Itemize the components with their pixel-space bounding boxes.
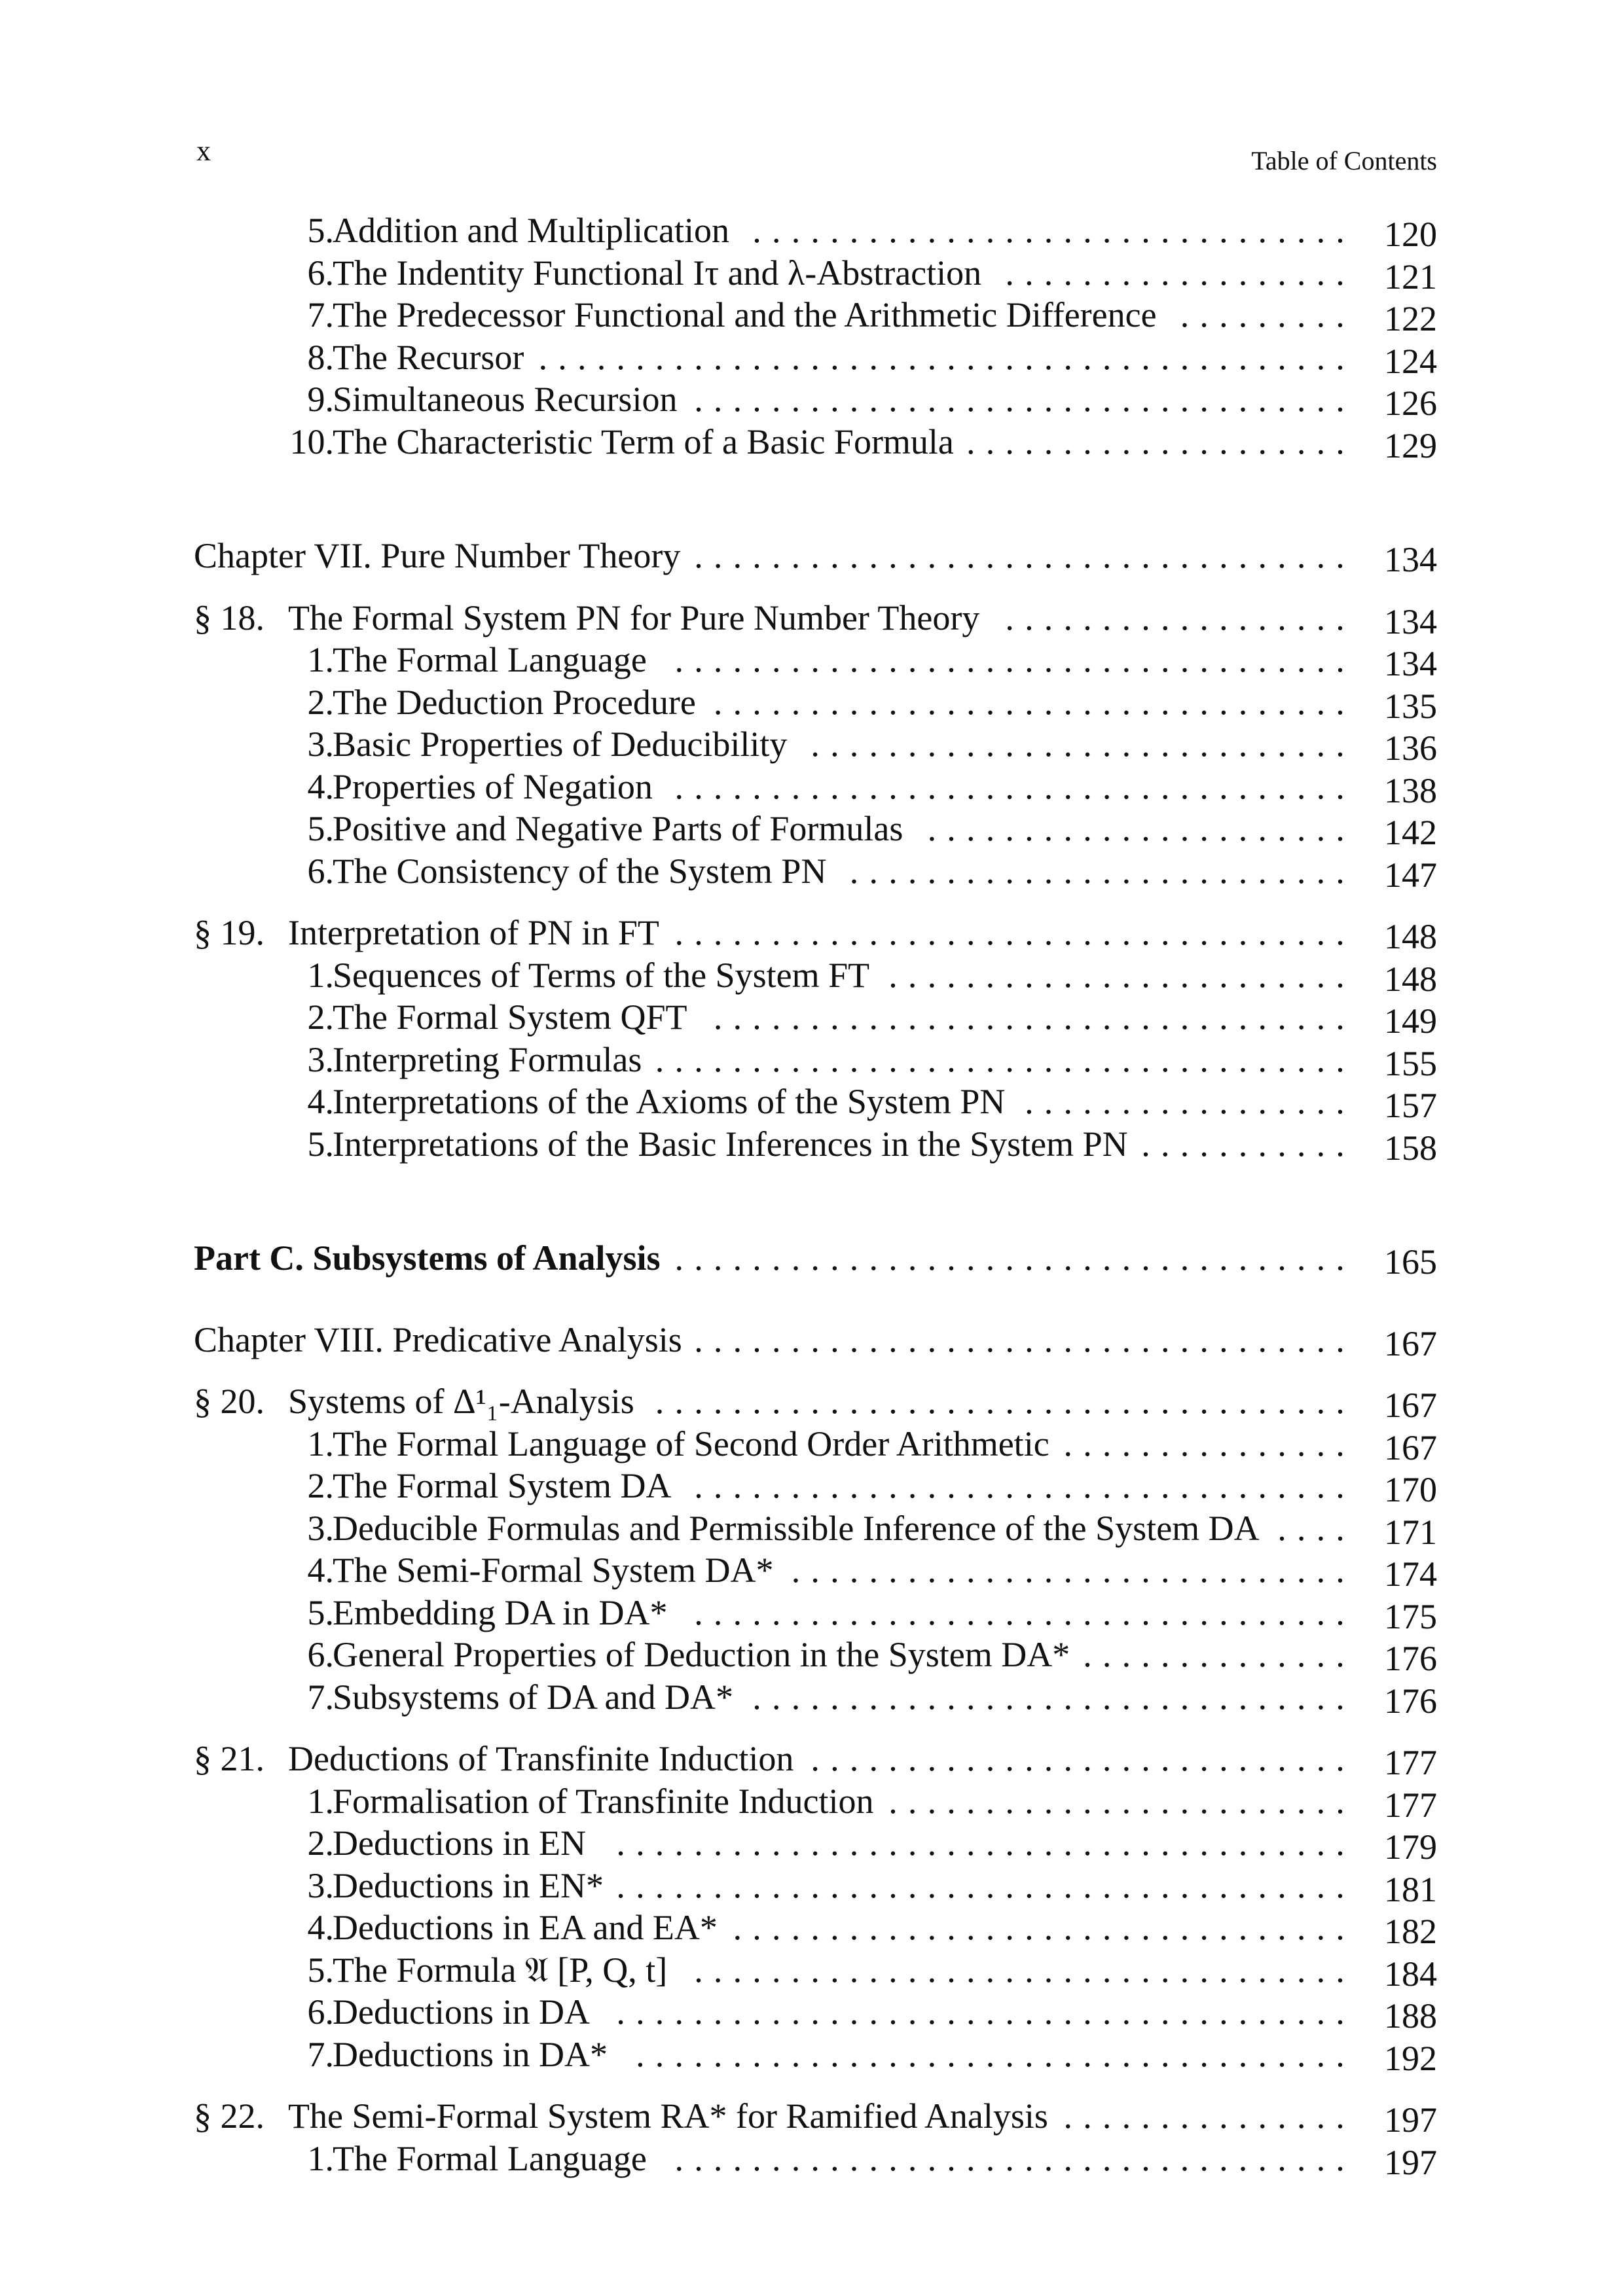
toc-subsection-entry <box>190 1592 1437 1634</box>
toc-entry-page: 148 <box>1384 917 1437 956</box>
toc-entry-page: 177 <box>1384 1743 1437 1782</box>
toc-entry-page: 175 <box>1384 1596 1437 1636</box>
toc-subsection-entry <box>190 766 1437 808</box>
toc-section-19 <box>190 912 1437 954</box>
subsection-number: 7. <box>307 1677 334 1717</box>
section-number: § 20. <box>194 1382 264 1421</box>
dot-leader: .................. <box>1005 253 1355 293</box>
toc-entry-page: 149 <box>1384 1001 1437 1041</box>
toc-entry-page: 167 <box>1384 1386 1437 1425</box>
toc-chapter-7 <box>190 535 1437 577</box>
toc-subsection-entry <box>190 378 1437 421</box>
toc-entry-page: 135 <box>1384 686 1437 726</box>
toc-subsection-entry <box>190 996 1437 1039</box>
toc-entry-page: 170 <box>1384 1470 1437 1509</box>
toc-entry-title: Deductions of Transfinite Induction <box>288 1739 794 1778</box>
dot-leader: ...................................... <box>616 1823 1355 1863</box>
toc-entry-title: Systems of Δ¹₁-Analysis <box>288 1382 634 1421</box>
toc-entry-page: 122 <box>1384 299 1437 338</box>
dot-leader: ...................... <box>927 809 1355 848</box>
dot-leader: .......................... <box>849 851 1355 891</box>
toc-section-18 <box>190 597 1437 639</box>
toc-section-22 <box>190 2095 1437 2138</box>
dot-leader: .................................. <box>694 380 1355 419</box>
toc-entry-title: The Predecessor Functional and the Arithmetic Difference <box>333 295 1157 334</box>
toc-group-section-20 <box>190 1423 1437 1719</box>
dot-leader: ................. <box>1025 1082 1355 1121</box>
toc-group-chapter6-continued <box>190 209 1437 463</box>
toc-subsection-entry <box>190 421 1437 463</box>
section-number: § 19. <box>194 913 264 952</box>
subsection-number: 3. <box>307 1508 334 1548</box>
toc-entry-page: 165 <box>1384 1242 1437 1282</box>
toc-entry-page: 124 <box>1384 341 1437 381</box>
subsection-number: 5. <box>307 1592 334 1632</box>
toc-entry-page: 136 <box>1384 728 1437 768</box>
toc-subsection-entry <box>190 1907 1437 1949</box>
section-number: § 22. <box>194 2096 264 2136</box>
dot-leader: ........... <box>1141 1124 1355 1164</box>
subsection-number: 1. <box>307 640 334 679</box>
subsection-number: 1. <box>307 1781 334 1821</box>
subsection-number: 5. <box>307 211 334 250</box>
toc-entry-page: 181 <box>1384 1869 1437 1909</box>
toc-group-section-21 <box>190 1780 1437 2076</box>
dot-leader: .................................. <box>694 1592 1355 1632</box>
dot-leader: ................................... <box>674 913 1355 952</box>
toc-entry-title: Formalisation of Transfinite Induction <box>333 1781 874 1821</box>
subsection-number: 7. <box>307 2034 334 2074</box>
dot-leader: ................................. <box>713 997 1355 1037</box>
dot-leader: ..................................... <box>636 2034 1355 2074</box>
toc-entry-title: Sequences of Terms of the System FT <box>333 955 870 995</box>
toc-entry-title: Part C. Subsystems of Analysis <box>194 1238 661 1278</box>
toc-entry-title: Addition and Multiplication <box>333 211 729 250</box>
toc-entry-title: The Formal Language <box>333 640 647 679</box>
section-number: § 18. <box>194 598 264 637</box>
subsection-number: 2. <box>307 1823 334 1863</box>
toc-entry-title: Deductions in EA and EA* <box>333 1908 718 1947</box>
dot-leader: .................................. <box>694 1319 1355 1359</box>
dot-leader: ................................... <box>674 1238 1355 1278</box>
subsection-number: 2. <box>307 1466 334 1505</box>
subsection-number: 8. <box>307 337 334 377</box>
toc-entry-title: Interpretations of the Basic Inferences in the System PN <box>333 1124 1128 1164</box>
dot-leader: .................................. <box>694 536 1355 575</box>
toc-entry-page: 129 <box>1384 425 1437 465</box>
dot-leader: .................................... <box>655 1382 1355 1421</box>
toc-entry-page: 138 <box>1384 770 1437 810</box>
toc-entry-title: Deductions in EN* <box>333 1865 604 1905</box>
toc-subsection-entry <box>190 723 1437 766</box>
page-number: x <box>196 135 211 167</box>
toc-subsection-entry <box>190 1634 1437 1676</box>
dot-leader: ........................ <box>888 1781 1355 1821</box>
dot-leader: .................................. <box>694 1466 1355 1505</box>
toc-subsection-entry <box>190 294 1437 336</box>
toc-entry-page: 126 <box>1384 384 1437 423</box>
toc-entry-page: 120 <box>1384 215 1437 254</box>
section-number: § 21. <box>194 1739 264 1778</box>
toc-subsection-entry <box>190 1465 1437 1507</box>
toc-subsection-entry <box>190 1780 1437 1823</box>
toc-entry-title: The Semi-Formal System RA* for Ramified Analysis <box>288 2096 1048 2136</box>
toc-subsection-entry <box>190 681 1437 724</box>
toc-subsection-entry <box>190 1991 1437 2034</box>
subsection-number: 5. <box>307 1124 334 1164</box>
toc-entry-page: 197 <box>1384 2100 1437 2140</box>
subsection-number: 5. <box>307 809 334 848</box>
dot-leader: ................................. <box>713 682 1355 722</box>
toc-entry-title: The Formal Language <box>333 2138 647 2178</box>
dot-leader: ............................... <box>752 1677 1355 1717</box>
subsection-number: 3. <box>307 1865 334 1905</box>
dot-leader: .................................. <box>694 1950 1355 1990</box>
subsection-number: 6. <box>307 1992 334 2032</box>
toc-subsection-entry <box>190 2138 1437 2180</box>
subsection-number: 1. <box>307 2138 334 2178</box>
dot-leader: .................. <box>1005 598 1355 637</box>
toc-entry-title: The Formula 𝔄 [P, Q, t] <box>333 1950 668 1990</box>
toc-subsection-entry <box>190 1081 1437 1123</box>
toc-entry-title: The Semi-Formal System DA* <box>333 1551 774 1590</box>
toc-subsection-entry <box>190 1039 1437 1081</box>
dot-leader: ........................ <box>888 955 1355 995</box>
dot-leader: .................................... <box>655 1039 1355 1079</box>
toc-entry-title: Simultaneous Recursion <box>333 380 678 419</box>
dot-leader: .... <box>1277 1508 1355 1548</box>
toc-entry-page: 179 <box>1384 1827 1437 1867</box>
toc-entry-title: Embedding DA in DA* <box>333 1592 668 1632</box>
dot-leader: .............. <box>1083 1635 1355 1674</box>
toc-entry-page: 176 <box>1384 1639 1437 1678</box>
toc-subsection-entry <box>190 639 1437 681</box>
subsection-number: 6. <box>307 851 334 891</box>
toc-entry-page: 158 <box>1384 1128 1437 1168</box>
subsection-number: 1. <box>307 1424 334 1463</box>
running-head: Table of Contents <box>1251 146 1437 175</box>
dot-leader: ......... <box>1180 295 1355 334</box>
toc-entry-title: Deducible Formulas and Permissible Inference of the System DA <box>333 1508 1260 1548</box>
toc-entry-page: 174 <box>1384 1554 1437 1594</box>
dot-leader: ............................ <box>811 1739 1355 1778</box>
toc-entry-page: 157 <box>1384 1086 1437 1125</box>
dot-leader: ............................ <box>811 725 1355 764</box>
toc-subsection-entry <box>190 2034 1437 2076</box>
subsection-number: 5. <box>307 1950 334 1990</box>
subsection-number: 4. <box>307 766 334 806</box>
toc-entry-title: The Recursor <box>333 337 524 377</box>
toc-subsection-entry <box>190 1865 1437 1907</box>
toc-entry-page: 121 <box>1384 257 1437 296</box>
subsection-number: 4. <box>307 1908 334 1947</box>
toc-subsection-entry <box>190 1549 1437 1592</box>
toc-subsection-entry <box>190 1949 1437 1992</box>
toc-entry-page: 167 <box>1384 1427 1437 1467</box>
subsection-number: 6. <box>307 253 334 293</box>
toc-entry-title: Chapter VIII. Predicative Analysis <box>194 1319 682 1359</box>
toc-entry-page: 188 <box>1384 1996 1437 2036</box>
toc-entry-page: 147 <box>1384 855 1437 895</box>
dot-leader: ................................ <box>733 1908 1355 1947</box>
toc-group-section-18 <box>190 639 1437 895</box>
subsection-number: 10. <box>289 422 334 461</box>
toc-entry-title: Properties of Negation <box>333 766 653 806</box>
toc-entry-page: 134 <box>1384 644 1437 683</box>
toc-entry-page: 155 <box>1384 1043 1437 1083</box>
table-of-contents <box>190 209 1437 2182</box>
toc-entry-page: 197 <box>1384 2142 1437 2182</box>
toc-entry-title: Interpretation of PN in FT <box>288 913 659 952</box>
toc-entry-title: Deductions in DA <box>333 1992 590 2032</box>
toc-entry-title: The Formal System DA <box>333 1466 672 1505</box>
toc-entry-title: The Deduction Procedure <box>333 682 696 722</box>
dot-leader: ............... <box>1063 2096 1355 2136</box>
toc-entry-page: 171 <box>1384 1512 1437 1552</box>
dot-leader: ............... <box>1063 1424 1355 1463</box>
toc-entry-title: The Formal System QFT <box>333 997 687 1037</box>
toc-entry-title: General Properties of Deduction in the System DA* <box>333 1635 1070 1674</box>
toc-section-21 <box>190 1738 1437 1780</box>
toc-group-section-19 <box>190 954 1437 1166</box>
dot-leader: ...................................... <box>616 1865 1355 1905</box>
toc-group-section-22 <box>190 2138 1437 2180</box>
toc-subsection-entry <box>190 209 1437 252</box>
toc-part-c <box>190 1237 1437 1280</box>
subsection-number: 3. <box>307 1039 334 1079</box>
subsection-number: 2. <box>307 682 334 722</box>
toc-subsection-entry <box>190 1423 1437 1465</box>
dot-leader: ................................... <box>674 2138 1355 2178</box>
toc-entry-title: The Formal System PN for Pure Number Theory <box>288 598 980 637</box>
toc-entry-page: 167 <box>1384 1323 1437 1363</box>
dot-leader: ................................... <box>674 640 1355 679</box>
toc-entry-title: Deductions in DA* <box>333 2034 608 2074</box>
subsection-number: 4. <box>307 1551 334 1590</box>
dot-leader: .......................................... <box>538 337 1355 377</box>
dot-leader: ...................................... <box>616 1992 1355 2032</box>
toc-entry-page: 148 <box>1384 959 1437 999</box>
toc-entry-page: 134 <box>1384 601 1437 641</box>
subsection-number: 7. <box>307 295 334 334</box>
toc-entry-title: Subsystems of DA and DA* <box>333 1677 734 1717</box>
toc-entry-page: 134 <box>1384 540 1437 579</box>
toc-entry-title: Interpreting Formulas <box>333 1039 642 1079</box>
toc-entry-page: 184 <box>1384 1954 1437 1994</box>
subsection-number: 1. <box>307 955 334 995</box>
toc-subsection-entry <box>190 1507 1437 1550</box>
toc-subsection-entry <box>190 336 1437 379</box>
subsection-number: 3. <box>307 725 334 764</box>
dot-leader: ............................. <box>791 1551 1355 1590</box>
toc-entry-title: The Indentity Functional Iτ and λ-Abstraction <box>333 253 982 293</box>
toc-subsection-entry <box>190 808 1437 850</box>
toc-chapter-8 <box>190 1319 1437 1361</box>
subsection-number: 4. <box>307 1082 334 1121</box>
toc-entry-page: 176 <box>1384 1681 1437 1721</box>
toc-entry-title: The Formal Language of Second Order Arithmetic <box>333 1424 1049 1463</box>
toc-entry-title: Positive and Negative Parts of Formulas <box>333 809 903 848</box>
toc-section-20 <box>190 1380 1437 1423</box>
toc-subsection-entry <box>190 954 1437 997</box>
subsection-number: 6. <box>307 1635 334 1674</box>
toc-entry-title: Chapter VII. Pure Number Theory <box>194 536 681 575</box>
toc-entry-title: The Consistency of the System PN <box>333 851 827 891</box>
toc-entry-title: Deductions in EN <box>333 1823 586 1863</box>
dot-leader: ................................... <box>674 766 1355 806</box>
toc-subsection-entry <box>190 252 1437 295</box>
toc-subsection-entry <box>190 1676 1437 1719</box>
toc-entry-title: The Characteristic Term of a Basic Formula <box>333 422 954 461</box>
toc-entry-page: 192 <box>1384 2038 1437 2078</box>
toc-entry-page: 182 <box>1384 1912 1437 1951</box>
subsection-number: 9. <box>307 380 334 419</box>
toc-subsection-entry <box>190 1123 1437 1166</box>
toc-entry-page: 142 <box>1384 813 1437 852</box>
dot-leader: ............................... <box>752 211 1355 250</box>
toc-entry-title: Basic Properties of Deducibility <box>333 725 788 764</box>
toc-subsection-entry <box>190 850 1437 893</box>
toc-entry-title: Interpretations of the Axioms of the System PN <box>333 1082 1006 1121</box>
subsection-number: 2. <box>307 997 334 1037</box>
dot-leader: .................... <box>966 422 1355 461</box>
toc-entry-page: 177 <box>1384 1785 1437 1825</box>
toc-subsection-entry <box>190 1822 1437 1865</box>
